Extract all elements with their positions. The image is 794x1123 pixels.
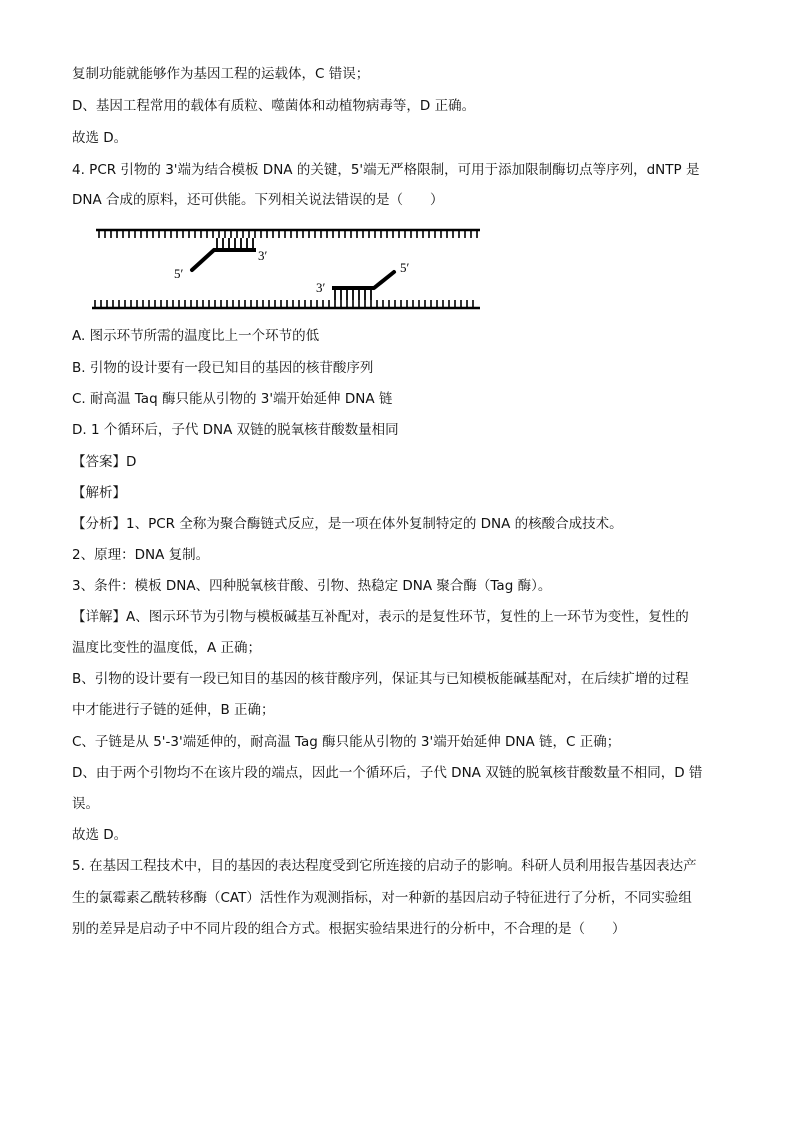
question-4-stem-cont: DNA 合成的原料，还可供能。下列相关说法错误的是（ ） bbox=[72, 192, 444, 208]
text-line: 【详解】A、图示环节为引物与模板碱基互补配对，表示的是复性环节，复性的上一环节为变性，复性的 bbox=[72, 609, 689, 625]
primer-1-5-label: 5′ bbox=[174, 266, 184, 281]
option-a: A. 图示环节所需的温度比上一个环节的低 bbox=[72, 328, 320, 344]
text-line: 温度比变性的温度低，A 正确； bbox=[72, 640, 262, 656]
text-line: 生的氯霉素乙酰转移酶（CAT）活性作为观测指标，对一种新的基因启动子特征进行了分析，不同实验组 bbox=[72, 890, 692, 906]
primer-2 bbox=[332, 272, 394, 300]
text-line: 复制功能就能够作为基因工程的运载体，C 错误； bbox=[72, 66, 370, 82]
text-line: 误。 bbox=[72, 796, 99, 812]
text-line: 中才能进行子链的延伸，B 正确； bbox=[72, 702, 275, 718]
text-line: 2、原理：DNA 复制。 bbox=[72, 547, 210, 563]
option-d: D. 1 个循环后，子代 DNA 双链的脱氧核苷酸数量相同 bbox=[72, 422, 399, 438]
primer-2-3-label: 3′ bbox=[316, 280, 326, 295]
text-line: 【分析】1、PCR 全称为聚合酶链式反应，是一项在体外复制特定的 DNA 的核酸合成技术。 bbox=[72, 516, 623, 532]
text-line: D、基因工程常用的载体有质粒、噬菌体和动植物病毒等，D 正确。 bbox=[72, 98, 476, 114]
option-b: B. 引物的设计要有一段已知目的基因的核苷酸序列 bbox=[72, 360, 374, 376]
text-line: D、由于两个引物均不在该片段的端点，因此一个循环后，子代 DNA 双链的脱氧核苷酸数量不相同，D 错 bbox=[72, 765, 703, 781]
question-5-stem: 5. 在基因工程技术中，目的基因的表达程度受到它所连接的启动子的影响。科研人员利用报告基因表达产 bbox=[72, 858, 697, 874]
pcr-primer-diagram bbox=[88, 222, 488, 318]
option-c: C. 耐高温 Taq 酶只能从引物的 3'端开始延伸 DNA 链 bbox=[72, 391, 393, 407]
text-line: B、引物的设计要有一段已知目的基因的核苷酸序列，保证其与已知模板能碱基配对，在后续扩增的过程 bbox=[72, 671, 689, 687]
text-line: 别的差异是启动子中不同片段的组合方式。根据实验结果进行的分析中，不合理的是（ ） bbox=[72, 921, 626, 937]
primer-1 bbox=[192, 238, 256, 270]
text-line: 故选 D。 bbox=[72, 827, 128, 843]
text-line: C、子链是从 5'-3'端延伸的，耐高温 Tag 酶只能从引物的 3'端开始延伸 DNA 链，C 正确； bbox=[72, 734, 621, 750]
text-line: 故选 D。 bbox=[72, 130, 128, 146]
text-line: 3、条件：模板 DNA、四种脱氧核苷酸、引物、热稳定 DNA 聚合酶（Tag 酶）。 bbox=[72, 578, 552, 594]
question-4-stem: 4. PCR 引物的 3'端为结合模板 DNA 的关键，5'端无严格限制，可用于添加限制酶切点等序列，dNTP 是 bbox=[72, 162, 700, 178]
primer-1-3-label: 3′ bbox=[258, 248, 268, 263]
answer-heading: 【答案】D bbox=[72, 454, 137, 470]
template-strand-top bbox=[96, 230, 480, 238]
primer-2-5-label: 5′ bbox=[400, 260, 410, 275]
template-strand-bottom bbox=[92, 300, 480, 308]
analysis-heading: 【解析】 bbox=[72, 485, 126, 501]
